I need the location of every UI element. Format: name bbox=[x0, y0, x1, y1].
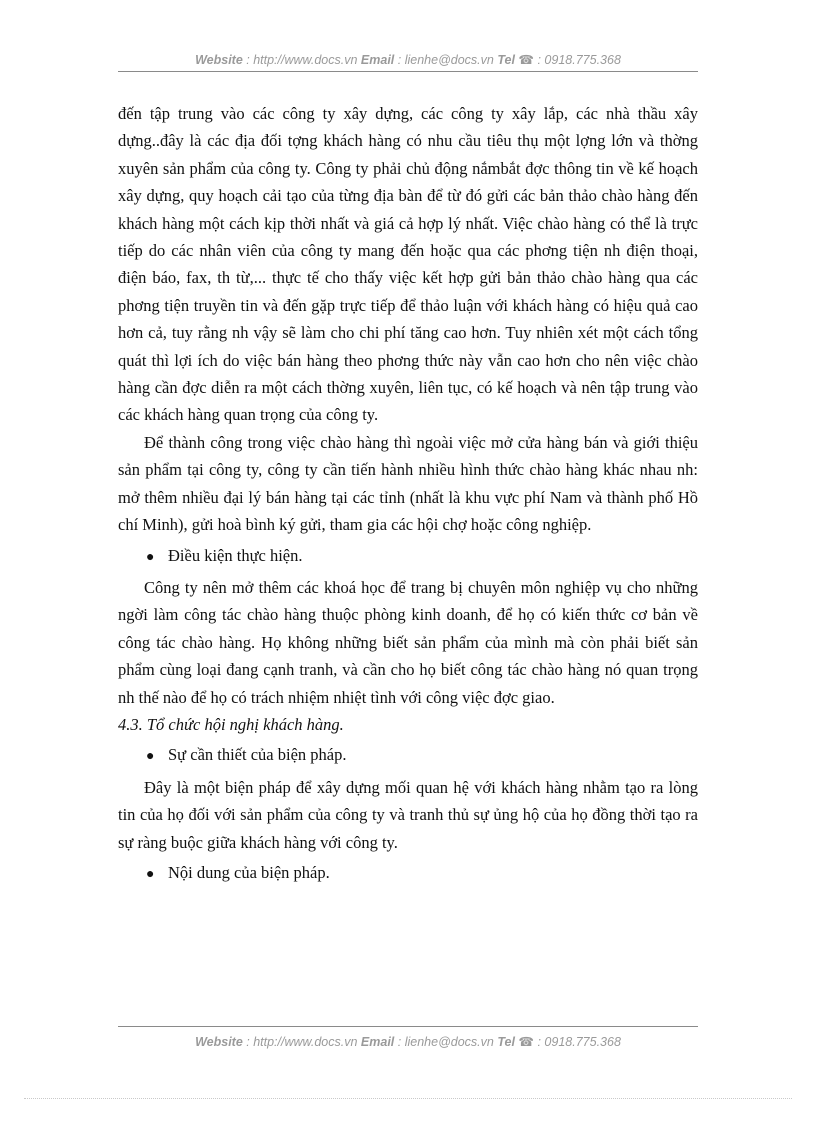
header-rule bbox=[118, 71, 698, 72]
bullet-icon: ● bbox=[146, 749, 155, 765]
footer-tel-label: Tel bbox=[497, 1035, 515, 1049]
phone-icon: ☎ bbox=[518, 53, 534, 67]
header-website-url[interactable]: : http://www.docs.vn bbox=[246, 53, 358, 67]
phone-icon: ☎ bbox=[518, 1035, 534, 1049]
bullet-item-necessity bbox=[118, 741, 698, 770]
bullet-text: Sự cần thiết của biện pháp. bbox=[168, 745, 347, 765]
footer-rule bbox=[118, 1026, 698, 1027]
bullet-icon: ● bbox=[146, 549, 155, 565]
footer-email-address[interactable]: : lienhe@docs.vn bbox=[397, 1035, 494, 1049]
bullet-item-conditions bbox=[118, 542, 698, 571]
paragraph-3: Công ty nên mở thêm các khoá học để trang bị chuyên môn nghiệp vụ cho những ngời làm công tác chào hàng thuộc phòng kinh doanh, để họ có kiến thức cơ bản về công tác chào hàng. Họ không những biết sản phẩm của mình mà còn phải biết sản phẩm cùng loại đang cạnh tranh, và cần cho họ biết công tác chào hàng nó quan trọng nh thế nào để họ có trách nhiệm nhiệt tình với công việc đợc giao. bbox=[118, 577, 698, 707]
paragraph-2: Để thành công trong việc chào hàng thì ngoài việc mở cửa hàng bán và giới thiệu sản phẩm tại công ty, công ty cần tiến hành nhiều hình thức chào hàng khác nhau nh: mở thêm nhiều đại lý bán hàng tại các tỉnh (nhất là khu vực phí Nam và thành phố Hồ chí Minh), gửi hoà bình ký gửi, tham gia các hội chợ hoặc công nghiệp. bbox=[118, 432, 698, 535]
header-email-label: Email bbox=[360, 53, 395, 67]
footer-tel-number: : 0918.775.368 bbox=[537, 1035, 621, 1049]
page-header bbox=[118, 52, 698, 67]
bullet-item-content bbox=[118, 859, 698, 888]
header-tel-number: : 0918.775.368 bbox=[537, 53, 621, 67]
bullet-text: Điều kiện thực hiện. bbox=[168, 545, 303, 565]
header-website-label: Website bbox=[195, 53, 243, 67]
header-tel-label: Tel bbox=[497, 53, 515, 67]
page-body bbox=[118, 100, 698, 891]
paragraph-1: đến tập trung vào các công ty xây dựng, các công ty xây lắp, các nhà thầu xây dựng..đây là các địa đối tợng khách hàng có nhu cầu tiêu thụ một lợng lớn và thờng xuyên sản phẩm của công ty. Công ty phải chủ động nắmbắt đợc thông tin về kế hoạch xây dựng, quy hoạch cải tạo của từng địa bàn để từ đó gửi các bản thảo chào hàng đến khách hàng một cách kịp thời nhất và giá cả hợp lý nhất. Việc chào hàng có thể là trực tiếp do các nhân viên của công ty mang đến hoặc qua các phơng tiện nh điện thoại, điện báo, fax, th từ,... thực tế cho thấy việc kết hợp gửi bản thảo chào hàng qua các phơng tiện truyền tin và đến gặp trực tiếp để thảo luận với khách hàng có hiệu quả cao hơn cả, tuy rằng nh vậy sẽ làm cho chi phí tăng cao hơn. Tuy nhiên xét một cách tổng quát thì lợi ích do việc bán hàng theo phơng thức này vẫn cao hơn cho nên việc chào hàng cần đợc diễn ra một cách thờng xuyên, liên tục, có kế hoạch và nên tập trung vào các khách hàng quan trọng của công ty. bbox=[118, 104, 698, 425]
footer-website-label: Website bbox=[195, 1035, 243, 1049]
bullet-text: Nội dung của biện pháp. bbox=[168, 862, 330, 882]
bullet-icon: ● bbox=[146, 866, 155, 882]
footer-website-url[interactable]: : http://www.docs.vn bbox=[246, 1035, 358, 1049]
page-edge-divider bbox=[24, 1098, 792, 1099]
paragraph-4: Đây là một biện pháp để xây dựng mối quan hệ với khách hàng nhằm tạo ra lòng tin của họ đối với sản phẩm của công ty và tranh thủ sự ủng hộ của họ đồng thời tạo ra sự ràng buộc giữa khách hàng với công ty. bbox=[118, 777, 698, 852]
footer-email-label: Email bbox=[360, 1035, 395, 1049]
page-footer bbox=[118, 1034, 698, 1049]
section-heading: 4.3. Tổ chức hội nghị khách hàng. bbox=[118, 714, 344, 734]
header-email-address[interactable]: : lienhe@docs.vn bbox=[397, 53, 494, 67]
